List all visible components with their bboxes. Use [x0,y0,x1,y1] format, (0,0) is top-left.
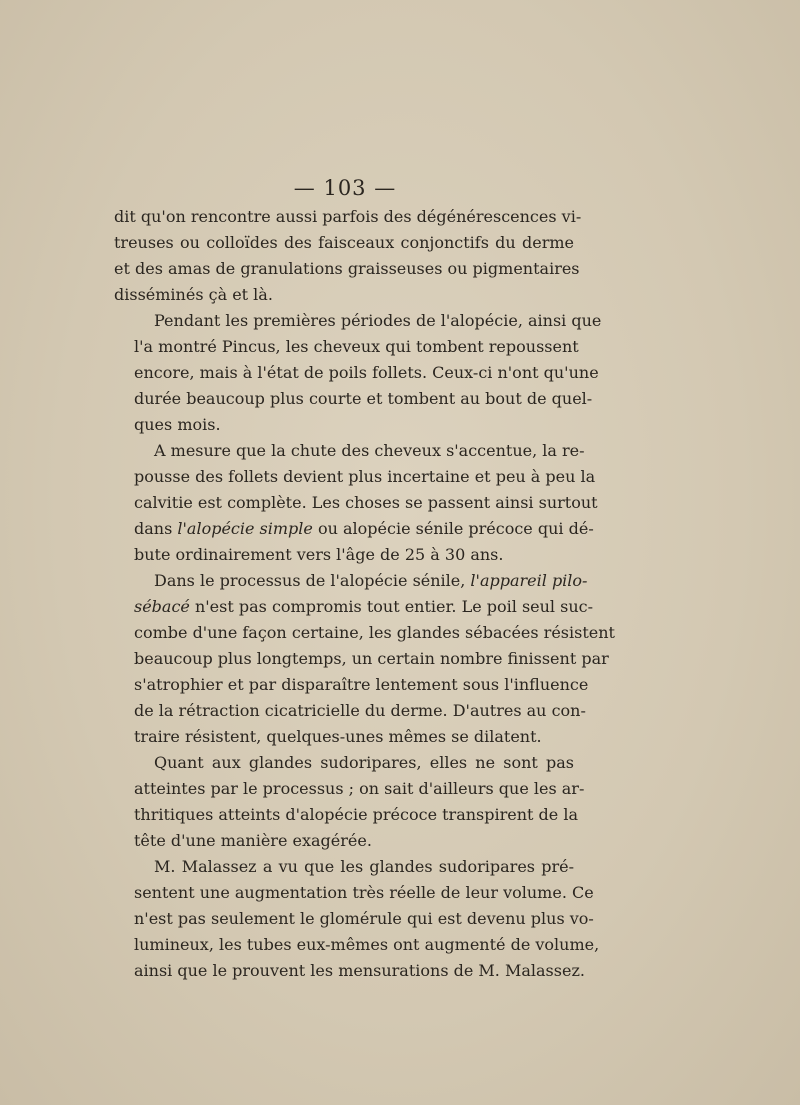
text-line [114,594,594,620]
text-line: et des amas de granulations graisseuses ou pigmentaires [114,259,580,278]
text-segment: n'est pas compromis tout entier. Le poil seul suc- [189,597,594,616]
italic-term: l'alopécie simple [177,519,313,538]
paragraph-4 [114,568,615,750]
text-line: dit qu'on rencontre aussi parfois des dégénérescences vi- [114,207,582,226]
italic-term: sébacé [134,597,190,616]
text-line: beaucoup plus longtemps, un certain nombre finissent par [134,649,609,668]
text-line: durée beaucoup plus courte et tombent au bout de quel- [134,389,593,408]
text-line: lumineux, les tubes eux-mêmes ont augmenté de volume, [134,935,600,954]
text-line: calvitie est complète. Les choses se passent ainsi surtout [134,493,598,512]
text-line: s'atrophier et par disparaître lentement sous l'influence [134,675,589,694]
text-line: de la rétraction cicatricielle du derme. D'autres au con- [134,701,586,720]
text-line: sentent une augmentation très réelle de leur volume. Ce [134,883,594,902]
paragraph-1 [114,204,582,308]
italic-term: l'appareil pilo- [470,571,588,590]
text-segment: ou alopécie sénile précoce qui dé- [312,519,594,538]
text-line: treuses ou colloïdes des faisceaux conjonctifs du derme [114,233,574,252]
text-line: Quant aux glandes sudoripares, elles ne sont pas [154,753,574,772]
text-line [114,516,594,542]
text-line: n'est pas seulement le glomérule qui est devenu plus vo- [134,909,594,928]
text-line: l'a montré Pincus, les cheveux qui tombent repoussent [134,337,579,356]
paragraph-6 [114,854,600,984]
text-line: traire résistent, quelques-unes mêmes se dilatent. [134,727,542,746]
text-line: thritiques atteints d'alopécie précoce transpirent de la [134,805,578,824]
text-segment: dans [134,519,178,538]
paragraph-2 [114,308,602,438]
text-line: M. Malassez a vu que les glandes sudoripares pré- [154,857,574,876]
text-line: ainsi que le prouvent les mensurations de M. Malassez. [134,961,585,980]
body-text [114,204,615,984]
text-line: tête d'une manière exagérée. [134,831,372,850]
text-line: ques mois. [134,415,221,434]
text-line: pousse des follets devient plus incertaine et peu à peu la [134,467,596,486]
text-line: bute ordinairement vers l'âge de 25 à 30 ans. [134,545,504,564]
text-line: disséminés çà et là. [114,285,273,304]
paragraph-5 [114,750,585,854]
text-line: combe d'une façon certaine, les glandes sébacées résistent [134,623,615,642]
text-line: encore, mais à l'état de poils follets. Ceux-ci n'ont qu'une [134,363,599,382]
text-segment: Dans le processus de l'alopécie sénile, [154,571,471,590]
text-line: atteintes par le processus ; on sait d'ailleurs que les ar- [134,779,585,798]
page-number: — 103 — [293,176,397,200]
text-line [114,568,588,594]
text-line: A mesure que la chute des cheveux s'accentue, la re- [154,441,585,460]
paragraph-3 [114,438,598,568]
text-line: Pendant les premières périodes de l'alopécie, ainsi que [154,311,602,330]
